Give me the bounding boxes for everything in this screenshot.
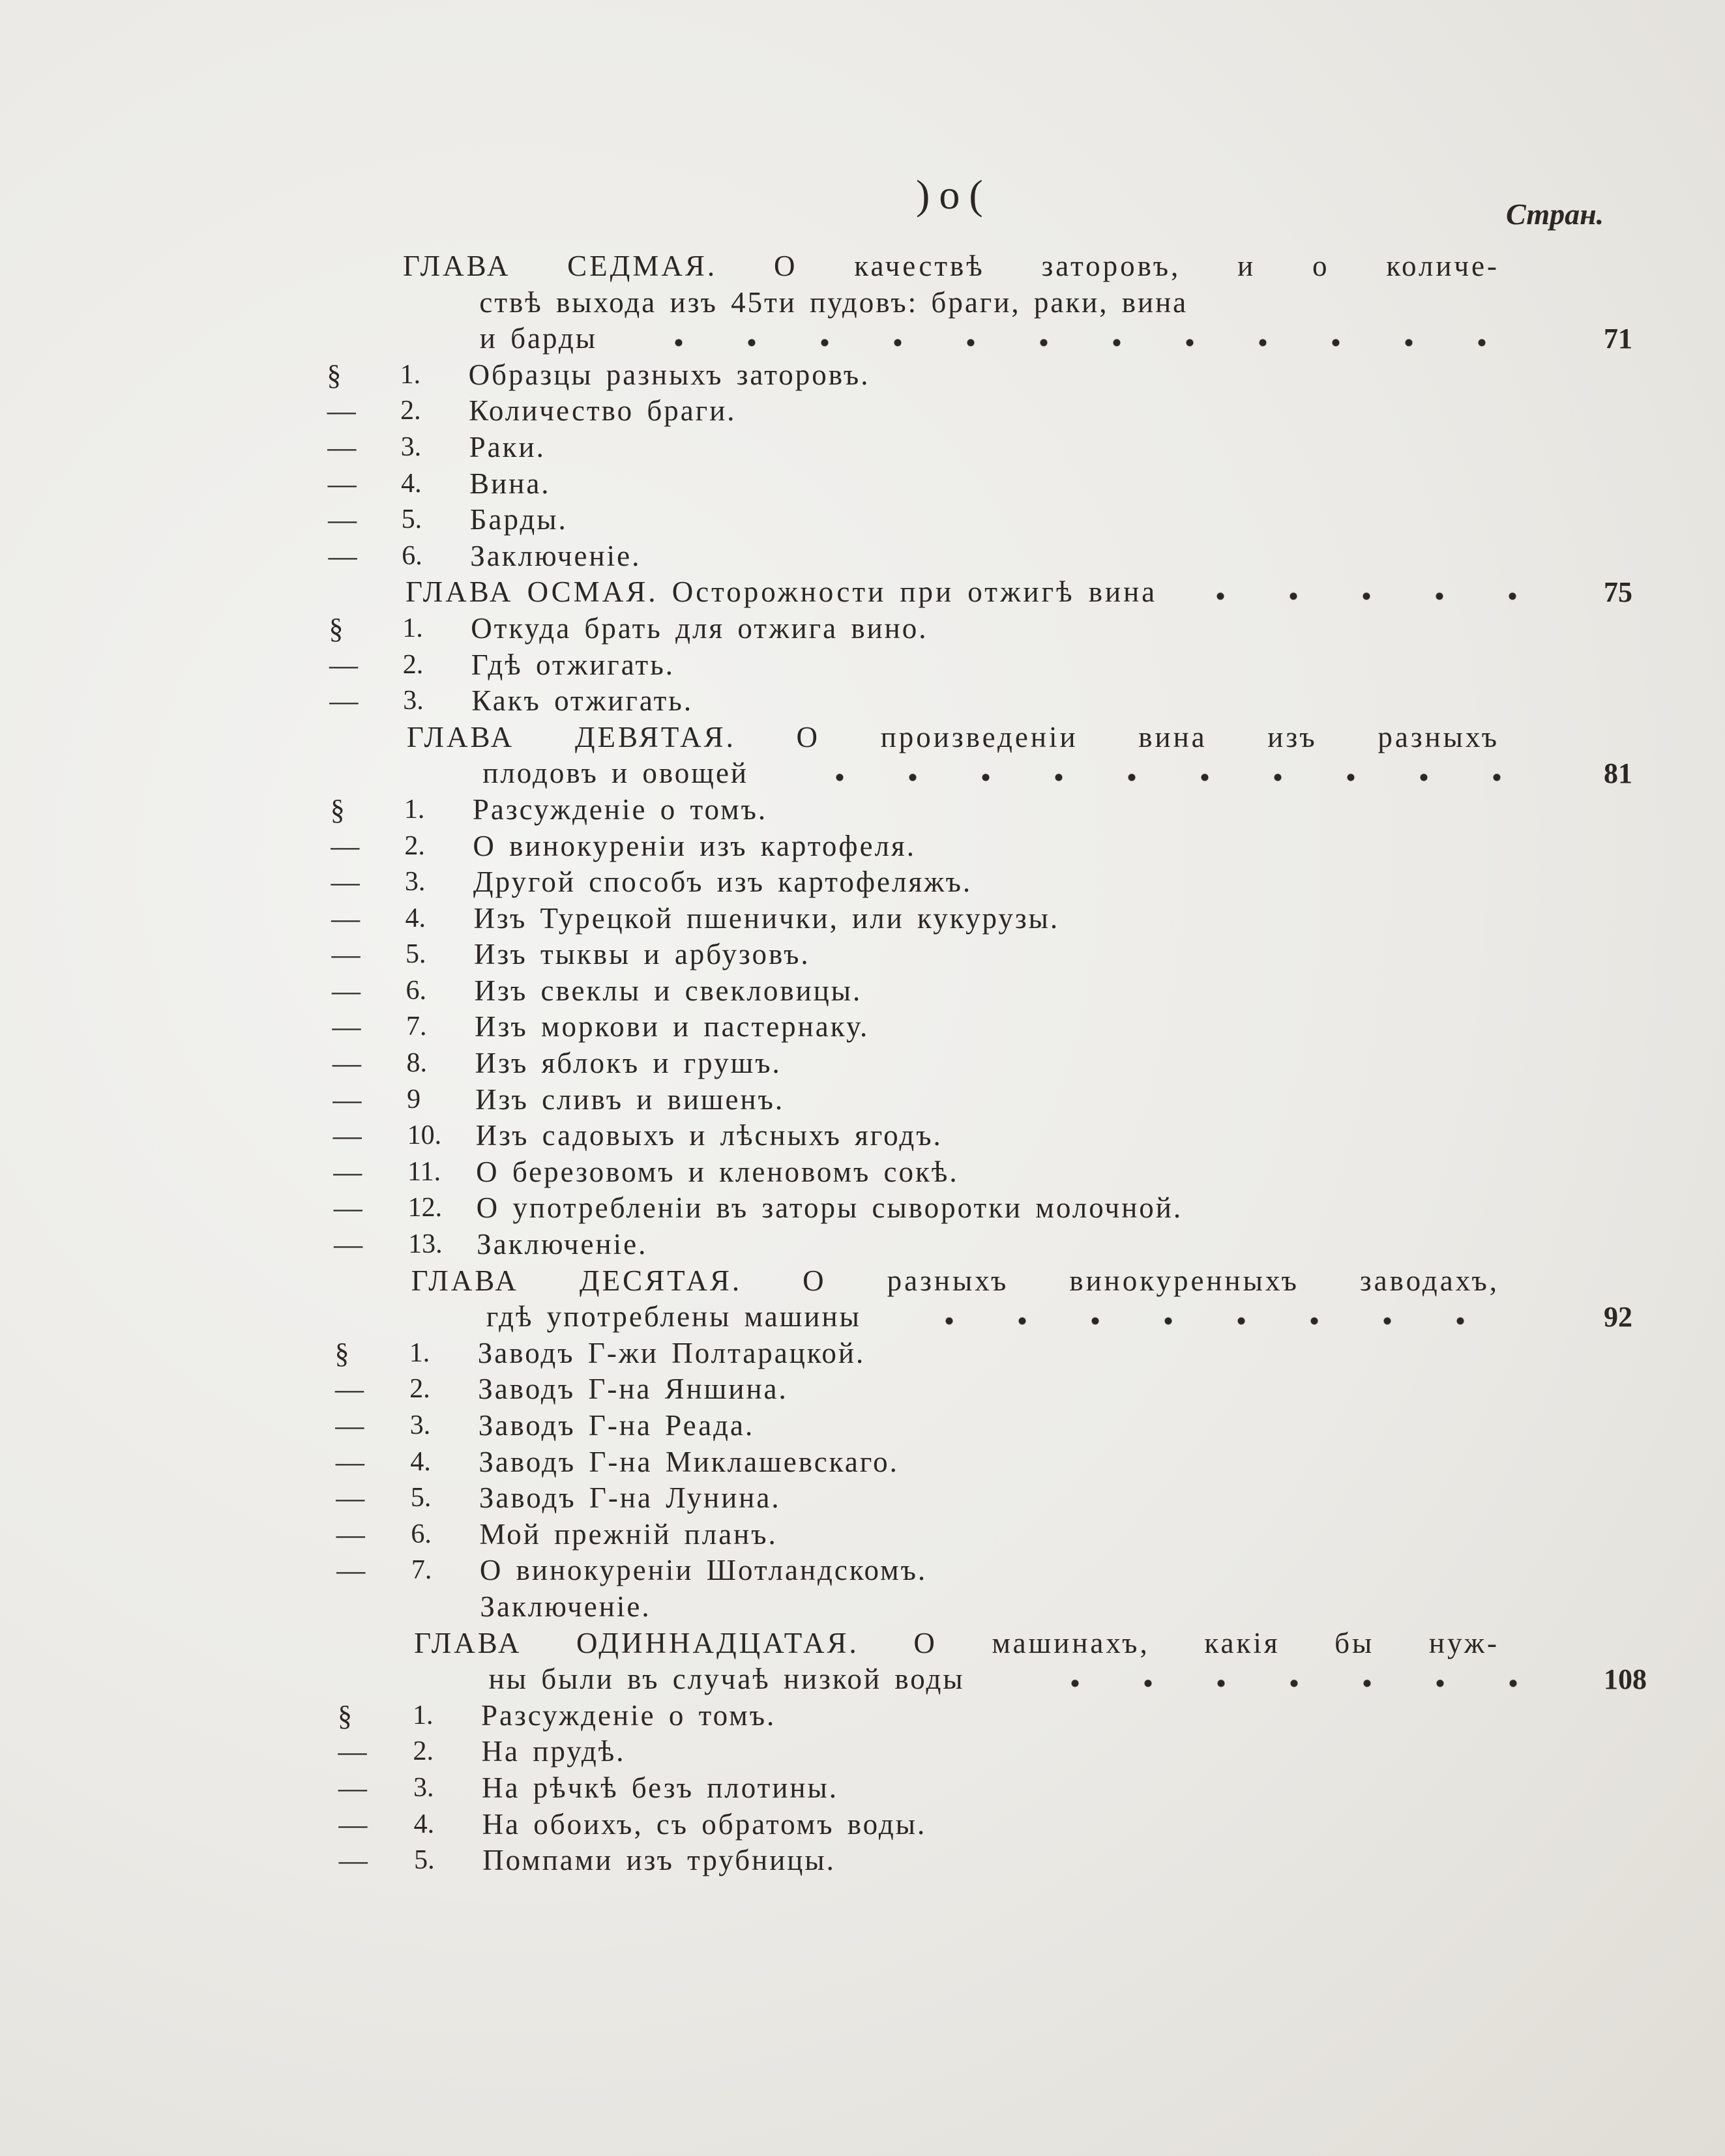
chapter-title: ГЛАВА СЕДМАЯ. О качествѣ заторовъ, и о количе- (403, 250, 1499, 282)
toc-item (0, 1734, 1725, 1770)
chapter-title-continuation: ствѣ выхода изъ 45ти пудовъ: браги, раки, вина (479, 285, 1188, 319)
chapter-title: ГЛАВА ДЕСЯТАЯ. О разныхъ винокуренныхъ заводахъ, (411, 1264, 1499, 1297)
item-number: 5. (405, 939, 426, 970)
item-number: 4. (401, 468, 422, 499)
chapter-title-continuation: плодовъ и овощей (482, 757, 749, 790)
item-number: 11. (407, 1156, 441, 1187)
page-ornament: )o( (916, 171, 992, 218)
item-number: 1. (402, 613, 423, 643)
dash-marker: — (327, 431, 357, 463)
item-title: Заключенiе. (477, 1228, 648, 1261)
dash-marker: — (333, 1192, 362, 1225)
dash-marker: — (327, 467, 357, 500)
dash-marker: — (332, 1047, 361, 1080)
dash-marker: — (332, 1120, 362, 1152)
toc-item (0, 393, 1725, 430)
dash-marker: — (336, 1518, 365, 1551)
item-number: 4. (405, 903, 426, 933)
toc-item (0, 1154, 1725, 1191)
dash-marker: — (335, 1446, 364, 1478)
item-number: 5. (401, 504, 422, 535)
dash-marker: — (328, 540, 357, 572)
toc-chapter-continuation (0, 285, 1725, 321)
toc-item (0, 792, 1725, 828)
item-title: Количество браги. (469, 394, 737, 428)
item-number: 1. (404, 794, 425, 824)
item-number: 3. (413, 1772, 434, 1803)
toc-item (0, 1408, 1725, 1444)
item-title: Образцы разныхъ заторовъ. (468, 358, 870, 391)
toc-chapter-line (0, 248, 1725, 285)
toc-item (0, 683, 1725, 720)
item-title: Мой прежнiй планъ. (479, 1517, 778, 1551)
dash-marker: — (331, 830, 360, 862)
toc-item (0, 1698, 1725, 1734)
toc-item (0, 502, 1725, 538)
dash-marker: — (334, 1373, 364, 1406)
chapter-title: ГЛАВА ОСМАЯ. Осторожности при отжигѣ вина (405, 575, 1158, 609)
toc-chapter-continuation (0, 1299, 1725, 1335)
page-number: 92 (1604, 1301, 1632, 1333)
item-title: Заводъ Г-на Яншина. (478, 1373, 788, 1406)
item-title: Другой способъ изъ картофеляжъ. (473, 866, 973, 899)
toc-item (0, 937, 1725, 973)
item-number: 2. (413, 1736, 434, 1767)
toc-item (0, 1371, 1725, 1408)
toc-item (0, 1807, 1725, 1843)
chapter-title: ГЛАВА ОДИННАДЦАТАЯ. О машинахъ, какiя бы нуж- (414, 1626, 1499, 1659)
item-title: Заключенiе. (470, 539, 641, 572)
item-title: На обоихъ, съ обратомъ воды. (482, 1807, 927, 1841)
dash-marker: — (338, 1736, 367, 1768)
item-title: Откуда брать для отжига вино. (471, 611, 928, 645)
item-number: 7. (406, 1012, 427, 1042)
toc-item (0, 901, 1725, 937)
toc-item (0, 538, 1725, 575)
dot-leader (1184, 574, 1519, 611)
toc-item (0, 647, 1725, 684)
toc-chapter-continuation (0, 755, 1725, 792)
item-number: 12. (407, 1193, 443, 1223)
toc-item (0, 973, 1725, 1010)
item-title: Изъ моркови и пастернаку. (475, 1010, 870, 1043)
toc-item (0, 1552, 1725, 1589)
item-title: Какъ отжигать. (471, 684, 694, 718)
toc-item (0, 611, 1725, 647)
item-number: 2. (404, 830, 425, 861)
dot-leader (642, 321, 1519, 357)
item-title: Изъ яблокъ и грушъ. (475, 1047, 782, 1080)
chapter-title: ГЛАВА ДЕВЯТАЯ. О произведенiи вина изъ разныхъ (406, 720, 1499, 753)
item-number: 6. (402, 540, 422, 571)
toc-chapter-line (0, 720, 1725, 756)
item-title: Изъ сливъ и вишенъ. (475, 1083, 785, 1116)
page-number: 71 (1604, 323, 1632, 355)
item-title: Раки. (469, 430, 546, 463)
toc-item (0, 1118, 1725, 1154)
item-title: О винокуренiи Шотландскомъ. (479, 1554, 928, 1587)
item-number: 6. (411, 1519, 432, 1549)
item-title: Гдѣ отжигать. (471, 648, 675, 681)
dash-marker: — (336, 1554, 366, 1587)
item-number: 5. (414, 1845, 435, 1876)
item-title: Изъ свеклы и свекловицы. (474, 974, 862, 1007)
chapter-title-continuation: ны были въ случаѣ низкой воды (488, 1663, 965, 1696)
item-title: Разсужденiе о томъ. (481, 1698, 776, 1732)
toc-item (0, 466, 1725, 503)
item-title: Заводъ Г-на Лунина. (479, 1481, 781, 1515)
dash-marker: — (334, 1229, 363, 1261)
toc-item (0, 1589, 1725, 1625)
item-number: 1. (409, 1337, 430, 1368)
item-title: На прудѣ. (481, 1735, 626, 1768)
toc-item (0, 1517, 1725, 1553)
dot-leader (1039, 1661, 1519, 1698)
item-title: Изъ тыквы и арбузовъ. (473, 938, 810, 971)
item-title: Барды. (469, 503, 568, 536)
section-sign: § (327, 358, 342, 391)
item-number: 4. (410, 1446, 431, 1477)
item-title: Заводъ Г-на Миклашевскаго. (479, 1445, 899, 1478)
item-number: 6. (405, 975, 426, 1006)
dash-marker: — (333, 1156, 362, 1188)
toc-item (0, 1227, 1725, 1263)
dash-marker: — (336, 1482, 365, 1515)
dash-marker: — (329, 648, 358, 681)
toc-item (0, 1843, 1725, 1879)
item-number: 2. (402, 649, 424, 680)
toc-chapter-line (0, 574, 1725, 611)
toc-item (0, 828, 1725, 865)
item-title: Заводъ Г-на Реада. (478, 1409, 755, 1442)
item-number: 2. (400, 396, 421, 426)
toc-item (0, 1009, 1725, 1045)
toc-item (0, 1082, 1725, 1118)
page-number: 108 (1604, 1663, 1647, 1696)
item-title: О березовомъ и кленовомъ сокѣ. (476, 1155, 959, 1188)
dash-marker: — (332, 1011, 361, 1043)
item-number: 5. (410, 1483, 432, 1513)
section-sign: § (330, 793, 345, 826)
dash-marker: — (332, 974, 361, 1007)
dash-marker: — (331, 902, 361, 935)
item-title: Вина. (469, 467, 551, 500)
item-number: 1. (413, 1700, 434, 1730)
dash-marker: — (331, 866, 360, 899)
page-number: 81 (1604, 757, 1632, 790)
toc-chapter-line (0, 1625, 1725, 1662)
toc-item (0, 1335, 1725, 1372)
toc-chapter-continuation (0, 1661, 1725, 1698)
item-number: 1. (400, 359, 421, 390)
dash-marker: — (328, 504, 357, 536)
item-number: 3. (400, 431, 422, 462)
section-sign: § (334, 1337, 349, 1369)
item-title: Помпами изъ трубницы. (482, 1844, 836, 1877)
dot-leader (803, 755, 1519, 792)
item-title: Изъ Турецкой пшенички, или кукурузы. (473, 901, 1060, 935)
item-title: Разсужденiе о томъ. (472, 793, 768, 826)
item-number: 3. (403, 686, 424, 716)
chapter-title-continuation: и барды (479, 322, 597, 355)
dash-marker: — (327, 395, 356, 428)
item-number: 8. (406, 1048, 428, 1079)
toc-chapter-continuation (0, 321, 1725, 357)
dot-leader (913, 1299, 1519, 1335)
item-title: О употребленiи въ заторы сыворотки молочной. (476, 1191, 1183, 1225)
dash-marker: — (338, 1808, 368, 1841)
item-title: О винокуренiи изъ картофеля. (473, 829, 916, 862)
dash-marker: — (335, 1410, 364, 1442)
dash-marker: — (338, 1771, 367, 1804)
toc-item (0, 1190, 1725, 1227)
item-number: 7. (411, 1555, 432, 1586)
section-sign: § (338, 1699, 352, 1732)
table-of-contents (0, 248, 1725, 1879)
item-title: Изъ садовыхъ и лѣсныхъ ягодъ. (475, 1119, 943, 1152)
page-column-label: Стран. (1506, 197, 1604, 231)
dash-marker: — (331, 939, 361, 971)
item-number: 2. (409, 1374, 430, 1405)
item-number: 13. (408, 1229, 443, 1260)
toc-item (0, 864, 1725, 901)
toc-chapter-line (0, 1263, 1725, 1300)
page-number: 75 (1604, 576, 1632, 609)
dash-marker: — (329, 685, 359, 718)
item-number: 9 (407, 1084, 421, 1114)
toc-item (0, 357, 1725, 394)
section-sign: § (329, 612, 344, 645)
toc-item (0, 430, 1725, 466)
item-number: 3. (404, 867, 426, 897)
toc-item (0, 1480, 1725, 1517)
item-title: Заключенiе. (480, 1590, 651, 1623)
item-number: 4. (413, 1809, 435, 1839)
item-number: 10. (407, 1120, 442, 1151)
chapter-title-continuation: гдѣ употреблены машины (486, 1300, 861, 1333)
item-title: На рѣчкѣ безъ плотины. (482, 1771, 838, 1804)
toc-item (0, 1444, 1725, 1481)
toc-item (0, 1045, 1725, 1082)
dash-marker: — (338, 1844, 368, 1877)
item-title: Заводъ Г-жи Полтарацкой. (477, 1336, 866, 1369)
dash-marker: — (332, 1083, 362, 1116)
toc-item (0, 1770, 1725, 1807)
item-number: 3. (409, 1410, 431, 1440)
